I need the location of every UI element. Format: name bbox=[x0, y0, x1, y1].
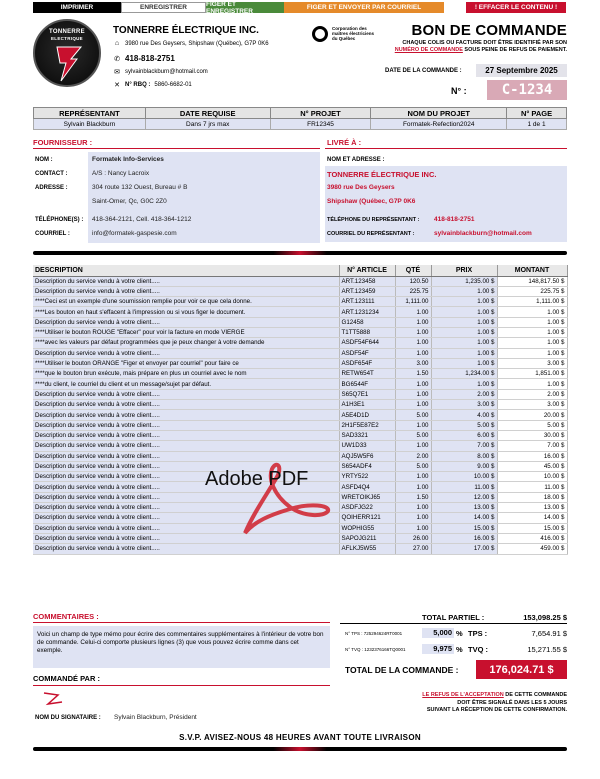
company-phone: 418-818-2751 bbox=[125, 54, 175, 63]
document-title: BON DE COMMANDE bbox=[411, 22, 567, 39]
item-qty[interactable]: 2.00 bbox=[395, 451, 431, 461]
supplier-address-1[interactable]: 304 route 132 Ouest, Bureau # B bbox=[92, 184, 188, 191]
tps-number: N° TPS : 725294624RT0001 bbox=[345, 631, 403, 636]
tvq-pct: % bbox=[456, 645, 463, 654]
tools-icon: ✕ bbox=[114, 82, 120, 89]
page-no-header: N° PAGE bbox=[507, 108, 567, 119]
lightning-icon bbox=[35, 21, 101, 87]
item-amount: 30.00 $ bbox=[497, 430, 567, 440]
item-qty[interactable]: 1.00 bbox=[395, 317, 431, 327]
item-qty[interactable]: 3.00 bbox=[395, 358, 431, 368]
item-article[interactable]: ASFD4Q4 bbox=[339, 482, 395, 492]
item-article[interactable]: ART.123111 bbox=[339, 297, 395, 307]
item-article[interactable]: A5E4D1D bbox=[339, 410, 395, 420]
cmeq-logo-icon bbox=[312, 26, 328, 42]
phone-icon: ✆ bbox=[114, 55, 120, 63]
supplier-contact-label: CONTACT : bbox=[35, 171, 68, 177]
item-qty[interactable]: 5.00 bbox=[395, 430, 431, 440]
ship-rep-phone[interactable]: 418-818-2751 bbox=[434, 216, 475, 223]
item-price[interactable]: 3.00 $ bbox=[431, 400, 497, 410]
item-price[interactable]: 4.00 $ bbox=[431, 410, 497, 420]
item-amount: 15.00 $ bbox=[497, 523, 567, 533]
tps-pct: % bbox=[456, 629, 463, 638]
item-price[interactable]: 1.00 $ bbox=[431, 348, 497, 358]
subtotal-label: TOTAL PARTIEL : bbox=[422, 613, 485, 622]
item-amount: 1.00 $ bbox=[497, 317, 567, 327]
footer-divider bbox=[33, 747, 567, 751]
table-row bbox=[33, 297, 567, 307]
item-article[interactable]: ART.123459 bbox=[339, 286, 395, 296]
item-qty[interactable]: 1.00 bbox=[395, 482, 431, 492]
table-row bbox=[33, 523, 567, 533]
email-icon: ✉ bbox=[114, 69, 120, 76]
tps-rate-field[interactable]: 5,000 bbox=[422, 628, 454, 638]
item-amount: 5.00 $ bbox=[497, 420, 567, 430]
item-article[interactable]: A1H3E1 bbox=[339, 400, 395, 410]
item-article[interactable]: S65Q7E1 bbox=[339, 389, 395, 399]
item-amount: 20.00 $ bbox=[497, 410, 567, 420]
item-article[interactable]: ASDFJG22 bbox=[339, 503, 395, 513]
grand-total-value: 176,024.71 $ bbox=[476, 660, 567, 679]
subtitle-red: NUMÉRO DE COMMANDE bbox=[394, 47, 463, 53]
ship-rep-email[interactable]: sylvainblackburn@hotmail.com bbox=[434, 230, 532, 237]
item-article[interactable]: ASDF54F bbox=[339, 348, 395, 358]
table-row bbox=[33, 358, 567, 368]
grand-total-label: TOTAL DE LA COMMANDE : bbox=[345, 665, 459, 675]
table-row bbox=[33, 338, 567, 348]
item-qty[interactable]: 1.00 bbox=[395, 420, 431, 430]
item-qty[interactable]: 1.00 bbox=[395, 307, 431, 317]
item-qty[interactable]: 5.00 bbox=[395, 461, 431, 471]
table-row bbox=[33, 307, 567, 317]
item-description[interactable]: ****Ceci est un exemple d'une soumission remplie pour voir ce que cela donne. bbox=[33, 297, 339, 307]
project-no-value[interactable]: FR12345 bbox=[270, 119, 371, 130]
item-qty[interactable]: 1,111.00 bbox=[395, 297, 431, 307]
item-amount: 148,817.50 $ bbox=[497, 276, 567, 286]
item-amount: 1.00 $ bbox=[497, 327, 567, 337]
item-description[interactable]: Description du service vendu à votre client..... bbox=[33, 441, 339, 451]
table-row bbox=[33, 513, 567, 523]
item-article[interactable]: WOPHIG55 bbox=[339, 523, 395, 533]
ship-name[interactable]: TONNERRE ÉLECTRIQUE INC. bbox=[327, 170, 437, 179]
table-row bbox=[33, 369, 567, 379]
item-article[interactable]: ART.123458 bbox=[339, 276, 395, 286]
item-description[interactable]: ****Les bouton en haut s'effacent à l'impression ou si vous figer le document. bbox=[33, 307, 339, 317]
table-row bbox=[33, 503, 567, 513]
item-price[interactable]: 8.00 $ bbox=[431, 451, 497, 461]
item-qty[interactable]: 1.00 bbox=[395, 441, 431, 451]
order-date-field[interactable]: 27 Septembre 2025 bbox=[476, 64, 567, 77]
tvq-rate-field[interactable]: 9,975 bbox=[422, 644, 454, 654]
table-row bbox=[33, 451, 567, 461]
project-name-value[interactable]: Formatek-Refection2024 bbox=[371, 119, 507, 130]
item-qty[interactable]: 1.00 bbox=[395, 327, 431, 337]
company-phone-line bbox=[113, 54, 175, 63]
ack-line1-red: LE REFUS DE L'ACCEPTATION bbox=[422, 692, 504, 698]
date-required-value[interactable]: Dans 7 jrs max bbox=[145, 119, 270, 130]
supplier-title: FOURNISSEUR : bbox=[33, 138, 93, 147]
item-qty[interactable]: 1.00 bbox=[395, 389, 431, 399]
fix-save-button[interactable]: FIGER ET ENREGISTRER bbox=[206, 2, 284, 13]
company-address-line bbox=[113, 40, 269, 47]
item-description[interactable]: Description du service vendu à votre client..... bbox=[33, 472, 339, 482]
table-row bbox=[33, 348, 567, 358]
item-article[interactable]: ART.1231234 bbox=[339, 307, 395, 317]
item-article[interactable]: WRETOIKJ65 bbox=[339, 492, 395, 502]
item-description[interactable]: Description du service vendu à votre client..... bbox=[33, 348, 339, 358]
item-description[interactable]: Description du service vendu à votre client..... bbox=[33, 461, 339, 471]
item-price[interactable]: 13.00 $ bbox=[431, 503, 497, 513]
description-header: DESCRIPTION bbox=[33, 265, 339, 276]
item-article[interactable]: BG6544F bbox=[339, 379, 395, 389]
item-description[interactable]: Description du service vendu à votre client..... bbox=[33, 482, 339, 492]
item-qty[interactable]: 1.00 bbox=[395, 472, 431, 482]
item-price[interactable]: 1.00 $ bbox=[431, 379, 497, 389]
item-amount: 18.00 $ bbox=[497, 492, 567, 502]
item-description[interactable]: ****Utiliser le bouton ORANGE "Figer et envoyer par courriel" pour faire ce bbox=[33, 358, 339, 368]
item-amount: 1.00 $ bbox=[497, 379, 567, 389]
table-row bbox=[33, 441, 567, 451]
item-amount: 45.00 $ bbox=[497, 461, 567, 471]
home-icon: ⌂ bbox=[114, 40, 120, 47]
item-amount: 459.00 $ bbox=[497, 544, 567, 554]
item-price[interactable]: 1.00 $ bbox=[431, 338, 497, 348]
cmeq-logo-text: Corporation des maîtres électriciens du Québec bbox=[332, 26, 375, 41]
supplier-divider bbox=[33, 148, 320, 149]
table-row bbox=[33, 482, 567, 492]
adobe-pdf-text: Adobe PDF bbox=[205, 468, 309, 490]
table-row bbox=[33, 379, 567, 389]
ship-rep-email-label: COURRIEL DU REPRÉSENTANT : bbox=[327, 231, 415, 237]
item-description[interactable]: Description du service vendu à votre client..... bbox=[33, 389, 339, 399]
project-info-table bbox=[33, 107, 567, 130]
ordered-by-divider bbox=[33, 685, 330, 686]
item-description[interactable]: Description du service vendu à votre client..... bbox=[33, 286, 339, 296]
logo-text-line2: ELECTRIQUE bbox=[50, 36, 83, 41]
item-price[interactable]: 1.00 $ bbox=[431, 358, 497, 368]
price-header: PRIX bbox=[431, 265, 497, 276]
signature-icon bbox=[40, 690, 70, 706]
item-qty[interactable]: 225.75 bbox=[395, 286, 431, 296]
item-price[interactable]: 11.00 $ bbox=[431, 482, 497, 492]
page-no-value[interactable]: 1 de 1 bbox=[507, 119, 567, 130]
table-row bbox=[33, 461, 567, 471]
item-amount: 225.75 $ bbox=[497, 286, 567, 296]
ack-line3: SUIVANT LA RÉCEPTION DE CETTE CONFIRMATION. bbox=[426, 707, 567, 713]
supplier-phone[interactable]: 418-364-2121, Cell. 418-364-1212 bbox=[92, 216, 192, 223]
rbq-number: 5860-6682-01 bbox=[154, 82, 192, 88]
item-amount: 14.00 $ bbox=[497, 513, 567, 523]
tps-label: TPS : bbox=[468, 629, 488, 638]
item-description[interactable]: Description du service vendu à votre client..... bbox=[33, 492, 339, 502]
table-row bbox=[33, 472, 567, 482]
supplier-address-2[interactable]: Saint-Omer, Qc, G0C 2Z0 bbox=[92, 198, 167, 205]
table-row bbox=[33, 430, 567, 440]
item-amount: 1,111.00 $ bbox=[497, 297, 567, 307]
acceptance-notice bbox=[367, 692, 567, 715]
item-description[interactable]: Description du service vendu à votre client..... bbox=[33, 451, 339, 461]
item-article[interactable]: AFLKJ5W55 bbox=[339, 544, 395, 554]
company-name: TONNERRE ÉLECTRIQUE INC. bbox=[113, 25, 259, 36]
item-description[interactable]: Description du service vendu à votre client..... bbox=[33, 420, 339, 430]
table-row bbox=[33, 327, 567, 337]
ship-name-label: NOM ET ADRESSE : bbox=[327, 157, 385, 163]
table-row bbox=[33, 276, 567, 286]
item-description[interactable]: Description du service vendu à votre client..... bbox=[33, 410, 339, 420]
comments-divider bbox=[33, 622, 330, 623]
item-price[interactable]: 1,235.00 $ bbox=[431, 276, 497, 286]
company-email: sylvainblackburn@hotmail.com bbox=[125, 69, 208, 75]
fix-send-email-button[interactable]: FIGER ET ENVOYER PAR COURRIEL bbox=[284, 2, 444, 13]
item-description[interactable]: Description du service vendu à votre client..... bbox=[33, 544, 339, 554]
project-no-header: N° PROJET bbox=[270, 108, 371, 119]
date-required-header: DATE REQUISE bbox=[145, 108, 270, 119]
company-logo bbox=[33, 19, 101, 87]
item-price[interactable]: 9.00 $ bbox=[431, 461, 497, 471]
item-price[interactable]: 14.00 $ bbox=[431, 513, 497, 523]
item-price[interactable]: 1.00 $ bbox=[431, 327, 497, 337]
rbq-label: N° RBQ : bbox=[125, 82, 151, 88]
item-qty[interactable]: 1.00 bbox=[395, 338, 431, 348]
item-price[interactable]: 1.00 $ bbox=[431, 286, 497, 296]
rep-header: REPRÉSENTANT bbox=[34, 108, 146, 119]
item-qty[interactable]: 120.50 bbox=[395, 276, 431, 286]
table-row bbox=[33, 544, 567, 554]
subtitle-line2: SOUS PEINE DE REFUS DE PAIEMENT. bbox=[462, 47, 567, 53]
item-qty[interactable]: 26.00 bbox=[395, 533, 431, 543]
item-article[interactable]: S654ADF4 bbox=[339, 461, 395, 471]
delivery-notice: S.V.P. AVISEZ-NOUS 48 HEURES AVANT TOUTE LIVRAISON bbox=[179, 733, 421, 742]
item-qty[interactable]: 1.00 bbox=[395, 348, 431, 358]
item-article[interactable]: T1TT5888 bbox=[339, 327, 395, 337]
item-qty[interactable]: 1.00 bbox=[395, 513, 431, 523]
company-email-line bbox=[113, 68, 208, 76]
item-article[interactable]: SAPOJG211 bbox=[339, 533, 395, 543]
item-price[interactable]: 1.00 $ bbox=[431, 317, 497, 327]
amount-header: MONTANT bbox=[497, 265, 567, 276]
item-price[interactable]: 6.00 $ bbox=[431, 430, 497, 440]
item-article[interactable]: AQJ5W5F6 bbox=[339, 451, 395, 461]
item-price[interactable]: 12.00 $ bbox=[431, 492, 497, 502]
item-article[interactable]: ASDF654F bbox=[339, 358, 395, 368]
save-button[interactable]: ENREGISTRER bbox=[121, 2, 206, 13]
item-price[interactable]: 1.00 $ bbox=[431, 307, 497, 317]
supplier-name[interactable]: Formatek Info-Services bbox=[92, 156, 164, 163]
item-amount: 7.00 $ bbox=[497, 441, 567, 451]
ack-line2: DOIT ÊTRE SIGNALÉ DANS LES 5 JOURS bbox=[457, 699, 567, 706]
document-subtitle bbox=[347, 40, 567, 54]
item-amount: 2.00 $ bbox=[497, 389, 567, 399]
comments-title: COMMENTAIRES : bbox=[33, 612, 99, 621]
item-amount: 1.00 $ bbox=[497, 307, 567, 317]
item-article[interactable]: G12458 bbox=[339, 317, 395, 327]
supplier-address-label: ADRESSE : bbox=[35, 185, 68, 191]
item-amount: 16.00 $ bbox=[497, 451, 567, 461]
company-address: 3980 rue Des Geysers, Shipshaw (Québec), G7P 0K6 bbox=[125, 40, 269, 47]
logo-text-line1: TONNERRE bbox=[49, 29, 85, 35]
item-qty[interactable]: 1.00 bbox=[395, 523, 431, 533]
subtotal-value: 153,098.25 $ bbox=[523, 613, 567, 622]
item-price[interactable]: 15.00 $ bbox=[431, 523, 497, 533]
signer-label: NOM DU SIGNATAIRE : bbox=[35, 715, 101, 721]
item-description[interactable]: ****Utiliser le bouton ROUGE "Effacer" pour voir la facture en mode VIERGE bbox=[33, 327, 339, 337]
item-description[interactable]: Description du service vendu à votre client..... bbox=[33, 523, 339, 533]
ack-line1-rest: DE CETTE COMMANDE bbox=[503, 692, 567, 698]
item-price[interactable]: 1,234.00 $ bbox=[431, 369, 497, 379]
item-article[interactable]: QOIHERR121 bbox=[339, 513, 395, 523]
article-header: N° ARTICLE bbox=[339, 265, 395, 276]
item-article[interactable]: ASDF54F644 bbox=[339, 338, 395, 348]
item-qty[interactable]: 1.50 bbox=[395, 369, 431, 379]
order-date-label: DATE DE LA COMMANDE : bbox=[385, 68, 462, 74]
company-rbq-line bbox=[113, 81, 192, 89]
item-price[interactable]: 7.00 $ bbox=[431, 441, 497, 451]
ship-to-divider bbox=[325, 148, 567, 149]
clear-content-button[interactable]: ! EFFACER LE CONTENU ! bbox=[466, 2, 566, 13]
item-article[interactable]: YRTY522 bbox=[339, 472, 395, 482]
print-button[interactable]: IMPRIMER bbox=[33, 2, 121, 13]
table-row bbox=[33, 533, 567, 543]
tvq-value: 15,271.55 $ bbox=[527, 645, 567, 654]
project-name-header: NOM DU PROJET bbox=[371, 108, 507, 119]
item-article[interactable]: SAD3321 bbox=[339, 430, 395, 440]
item-amount: 10.00 $ bbox=[497, 472, 567, 482]
item-description[interactable]: Description du service vendu à votre client..... bbox=[33, 430, 339, 440]
table-row bbox=[33, 400, 567, 410]
item-amount: 1.00 $ bbox=[497, 338, 567, 348]
item-amount: 1,851.00 $ bbox=[497, 369, 567, 379]
table-row bbox=[33, 420, 567, 430]
item-article[interactable]: 2H1F5E87E2 bbox=[339, 420, 395, 430]
item-price[interactable]: 17.00 $ bbox=[431, 544, 497, 554]
order-number-label: N° : bbox=[451, 86, 467, 96]
item-price[interactable]: 16.00 $ bbox=[431, 533, 497, 543]
decorative-divider bbox=[33, 251, 567, 255]
rep-value[interactable]: Sylvain Blackburn bbox=[34, 119, 146, 130]
supplier-name-label: NOM : bbox=[35, 157, 53, 163]
signer-name[interactable]: Sylvain Blackburn, Président bbox=[114, 714, 197, 721]
action-toolbar bbox=[33, 2, 566, 13]
item-article[interactable]: RETW654T bbox=[339, 369, 395, 379]
item-qty[interactable]: 1.50 bbox=[395, 492, 431, 502]
item-price[interactable]: 5.00 $ bbox=[431, 420, 497, 430]
ship-address-1[interactable]: 3980 rue Des Geysers bbox=[327, 184, 395, 191]
item-qty[interactable]: 1.00 bbox=[395, 503, 431, 513]
item-qty[interactable]: 27.00 bbox=[395, 544, 431, 554]
item-qty[interactable]: 5.00 bbox=[395, 410, 431, 420]
tvq-label: TVQ : bbox=[468, 645, 488, 654]
supplier-email-label: COURRIEL : bbox=[35, 231, 70, 237]
item-description[interactable]: ****du client, le courriel du client et un message/sujet par défaut. bbox=[33, 379, 339, 389]
supplier-email[interactable]: info@formatek-gaspesie.com bbox=[92, 230, 177, 237]
totals-divider bbox=[340, 623, 567, 624]
item-description[interactable]: Description du service vendu à votre client..... bbox=[33, 400, 339, 410]
ship-rep-phone-label: TÉLÉPHONE DU REPRÉSENTANT : bbox=[327, 217, 420, 223]
item-price[interactable]: 2.00 $ bbox=[431, 389, 497, 399]
item-amount: 416.00 $ bbox=[497, 533, 567, 543]
item-description[interactable]: Description du service vendu à votre client..... bbox=[33, 513, 339, 523]
item-description[interactable]: Description du service vendu à votre client..... bbox=[33, 533, 339, 543]
item-qty[interactable]: 1.00 bbox=[395, 379, 431, 389]
qty-header: QTÉ bbox=[395, 265, 431, 276]
supplier-phone-label: TÉLÉPHONE(S) : bbox=[35, 217, 84, 223]
item-amount: 1.00 $ bbox=[497, 348, 567, 358]
item-amount: 3.00 $ bbox=[497, 358, 567, 368]
table-row bbox=[33, 317, 567, 327]
tvq-number: N° TVQ : 1232376166TQ0001 bbox=[345, 647, 406, 652]
ship-to-title: LIVRÉ À : bbox=[327, 138, 362, 147]
comments-field[interactable]: Voici un champ de type mémo pour écrire des commentaires supplémentaires à l'intérieur de votre bon de commande. Celui-ci comporte plusieurs lignes (3) que vous pouvez écrire comme dans cet exemple. bbox=[33, 626, 330, 668]
table-row bbox=[33, 410, 567, 420]
item-amount: 11.00 $ bbox=[497, 482, 567, 492]
item-price[interactable]: 1.00 $ bbox=[431, 297, 497, 307]
ship-address-2[interactable]: Shipshaw (Québec, G7P 0K6 bbox=[327, 198, 416, 205]
table-row bbox=[33, 492, 567, 502]
item-description[interactable]: ****que le bouton brun exécute, mais prépare en plus un courriel avec le nom bbox=[33, 369, 339, 379]
ordered-by-title: COMMANDÉ PAR : bbox=[33, 674, 100, 683]
item-amount: 13.00 $ bbox=[497, 503, 567, 513]
item-price[interactable]: 10.00 $ bbox=[431, 472, 497, 482]
subtitle-line1: CHAQUE COLIS OU FACTURE DOIT ÊTRE IDENTIFIÉ PAR SON bbox=[402, 40, 567, 46]
item-article[interactable]: UW1D33 bbox=[339, 441, 395, 451]
order-number-field[interactable]: C-1234 bbox=[487, 80, 567, 100]
item-qty[interactable]: 1.00 bbox=[395, 400, 431, 410]
table-row bbox=[33, 286, 567, 296]
item-description[interactable]: Description du service vendu à votre client..... bbox=[33, 503, 339, 513]
supplier-contact[interactable]: A/S : Nancy Lacroix bbox=[92, 170, 150, 177]
item-description[interactable]: Description du service vendu à votre client..... bbox=[33, 276, 339, 286]
item-description[interactable]: ****avec les valeurs par défaut programmées que je peux changer à votre demande bbox=[33, 338, 339, 348]
items-table bbox=[33, 265, 567, 555]
table-row bbox=[33, 389, 567, 399]
item-description[interactable]: Description du service vendu à votre client..... bbox=[33, 317, 339, 327]
item-amount: 3.00 $ bbox=[497, 400, 567, 410]
tps-value: 7,654.91 $ bbox=[531, 629, 567, 638]
